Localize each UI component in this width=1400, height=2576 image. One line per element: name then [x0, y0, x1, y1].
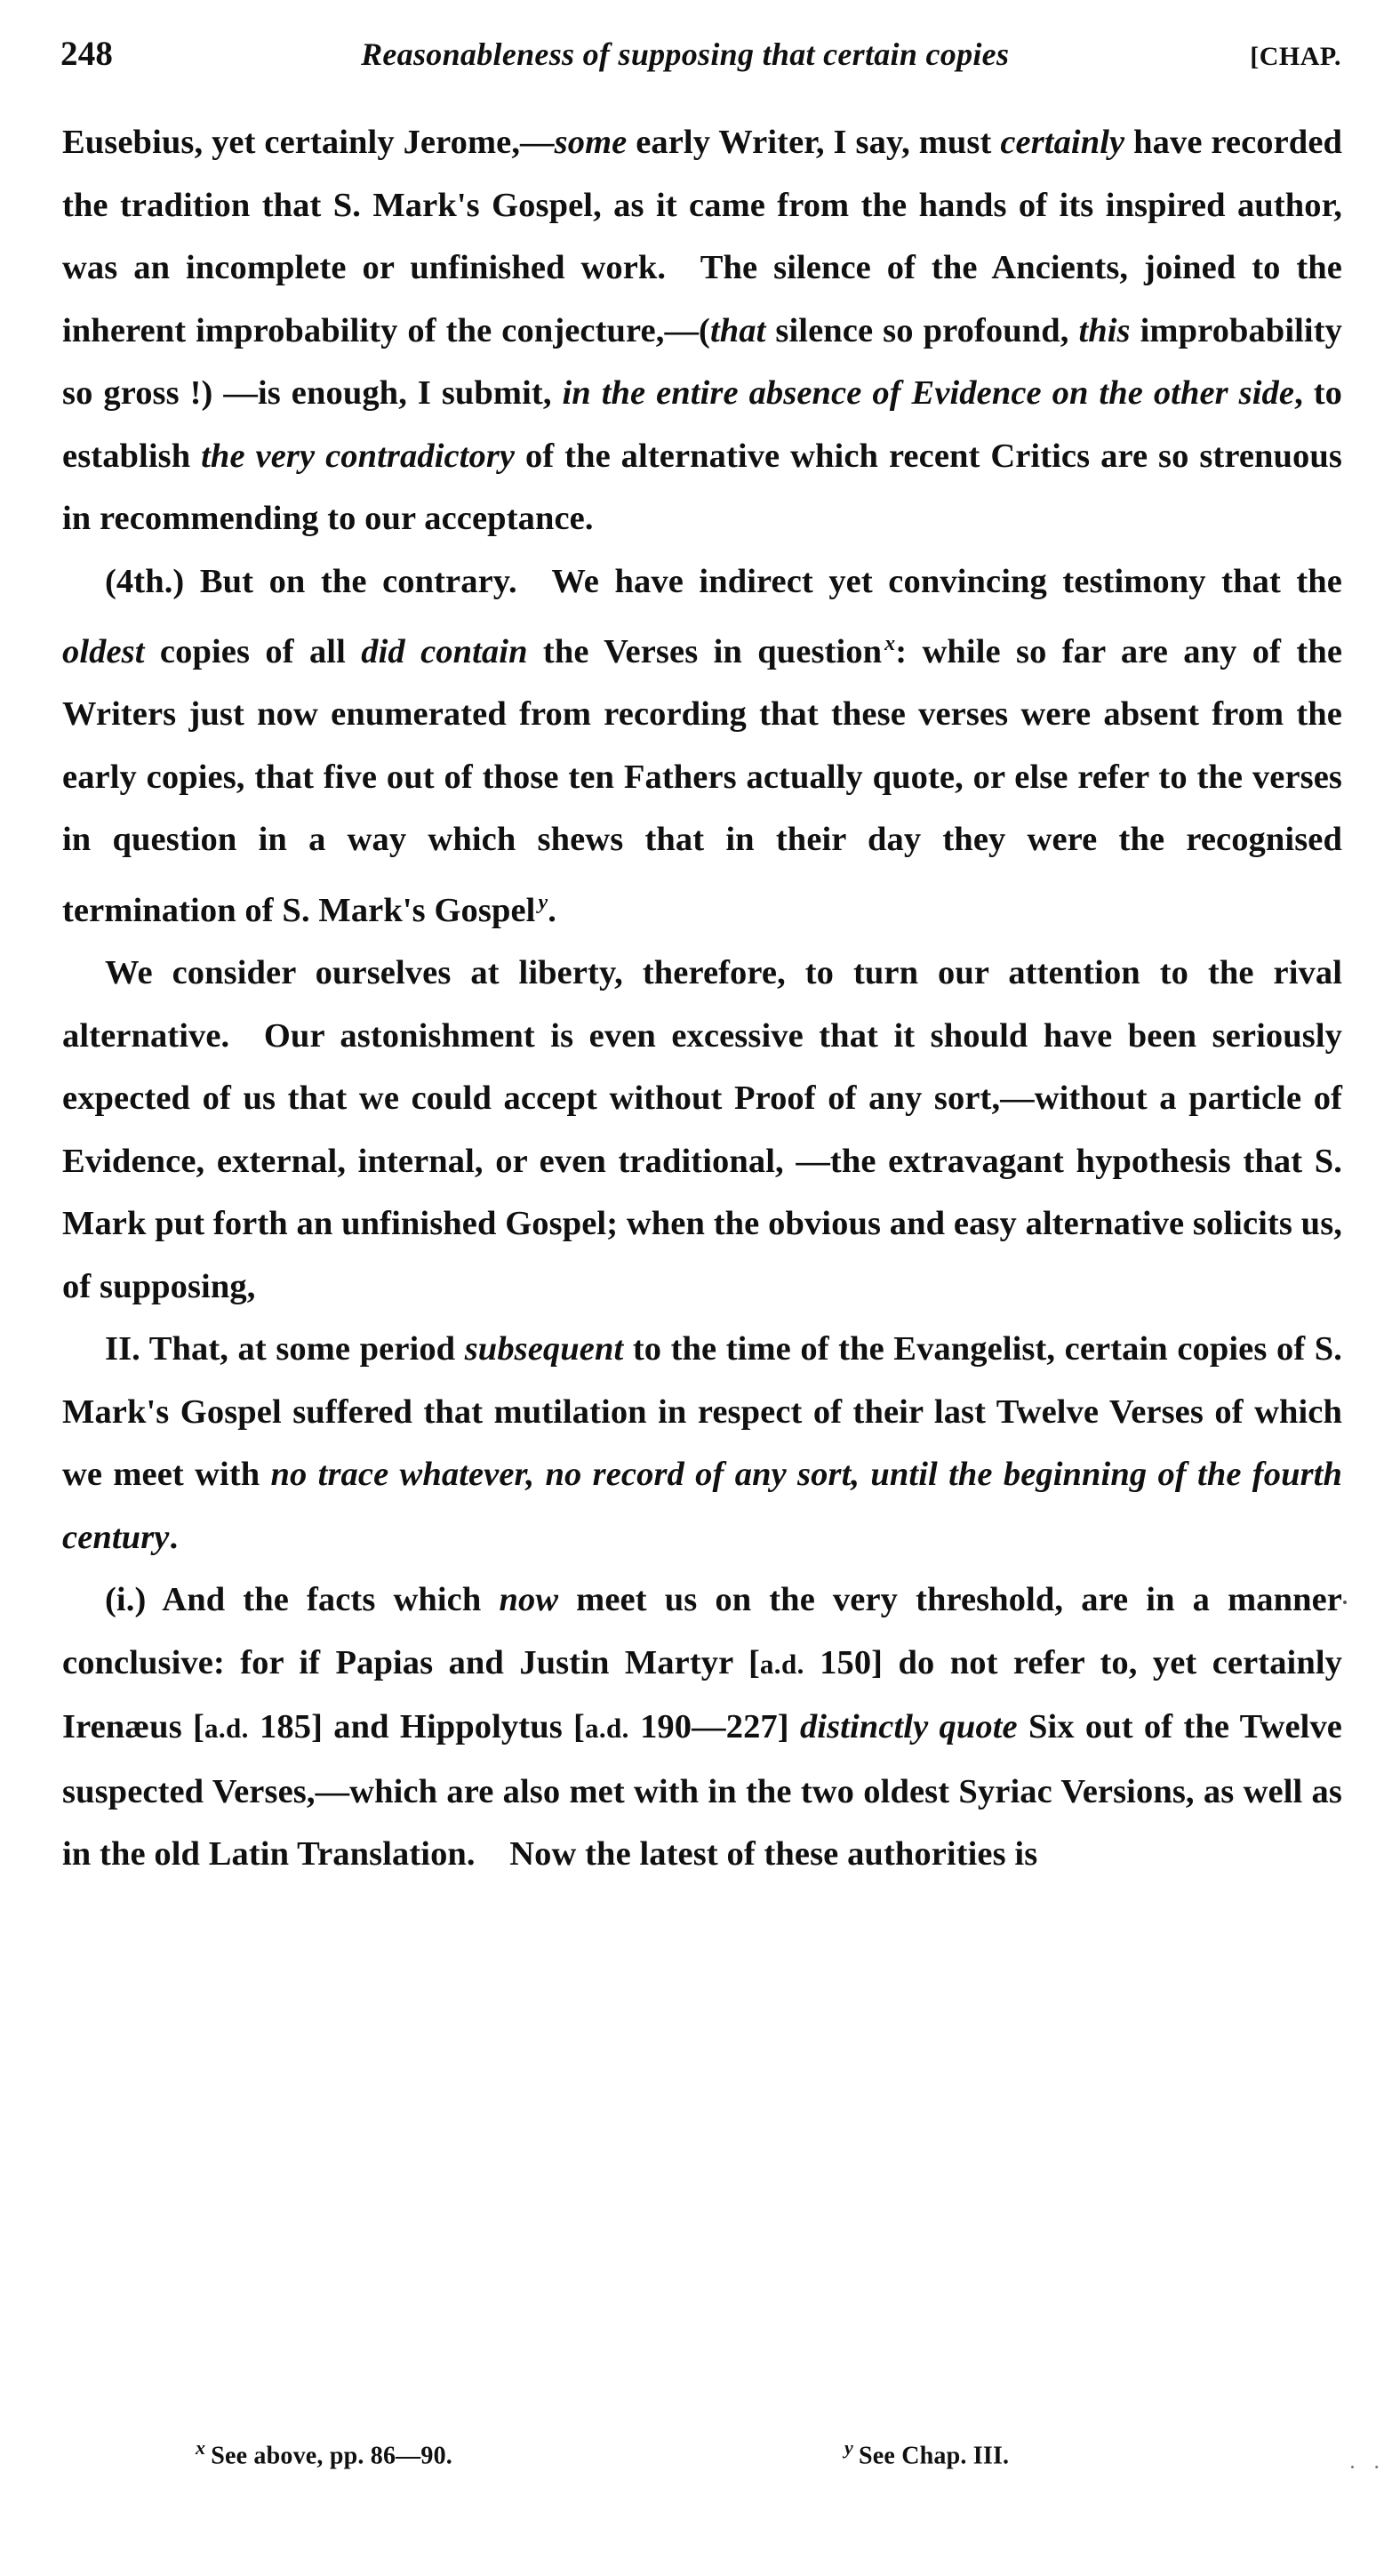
page-body — [62, 111, 1342, 1886]
text-run: Eusebius, yet certainly Jerome,— — [62, 124, 555, 161]
text-run: (i.) And the facts which — [105, 1581, 500, 1619]
italic-run: in the entire absence of Evidence on the other side — [562, 374, 1295, 412]
paragraph-2 — [62, 550, 1342, 943]
footnote-x — [62, 2436, 693, 2470]
text-run: . — [548, 891, 556, 929]
text-run: 150] do not refer to, yet certainly Irenæus [ — [62, 1643, 1343, 1746]
italic-run: this — [1078, 311, 1131, 349]
italic-run: oldest — [62, 632, 145, 670]
text-run: II. That, at some period — [105, 1330, 465, 1368]
italic-run: the very contradictory — [201, 437, 516, 475]
text-run: , to establish — [62, 374, 1343, 475]
text-run: Six out of the Twelve suspected Verses,—which are also met with in the two oldest Syriac Versions, as well as in the old Latin Translation. Now the latest of these authorities is — [62, 1708, 1342, 1874]
paragraph-3 — [62, 942, 1342, 1318]
text-run: meet us on the very threshold, are in a manner conclusive: for if Papias and Justin Martyr [ — [62, 1581, 1342, 1681]
paragraph-5 — [62, 1569, 1342, 1886]
italic-run: no trace whatever, no record of any sort, until the beginning of the fourth century — [62, 1456, 1342, 1556]
italic-run: distinctly quote — [799, 1708, 1018, 1746]
italic-run: some — [554, 124, 628, 161]
text-run: : while so far are any of the Writers just now enumerated from recording that these verses were absent from the early copies, that five out of those ten Fathers actually quote, or else refer to the verses in question in a way which shews that in their day they were the recognised termination of S. Mark's Gospel — [62, 632, 1343, 929]
paragraph-4 — [62, 1318, 1342, 1569]
text-run: early Writer, I say, must — [627, 124, 1001, 161]
page-header — [60, 34, 1341, 74]
text-run: We consider ourselves at liberty, therefore, to turn our attention to the rival alternative. Our astonishment is even excessive that it should have been seriously expected of us that we could accept without Proof of any sort,—without a particle of Evidence, external, internal, or even traditional, —the extravagant hypothesis that S. Mark put forth an unfinished Gospel; when the obvious and easy alternative solicits us, of supposing, — [62, 954, 1342, 1305]
footnote-ref-y[interactable]: y — [538, 890, 548, 914]
text-run: improbability so gross !) —is enough, I submit, — [62, 311, 1342, 412]
text-run: copies of all — [144, 632, 362, 670]
small-caps-ad: a.d. — [584, 1713, 629, 1745]
small-caps-ad: a.d. — [759, 1648, 804, 1680]
text-run: the Verses in question — [527, 632, 883, 670]
page-number: 248 — [60, 35, 114, 73]
footnote-text: See above, pp. 86—90. — [211, 2442, 452, 2470]
italic-run: now — [499, 1581, 559, 1619]
italic-run: that — [709, 311, 766, 349]
italic-run: subsequent — [464, 1330, 624, 1368]
footnote-text: See Chap. III. — [858, 2442, 1010, 2470]
text-run: 185] and Hippolytus [ — [248, 1708, 585, 1746]
footnote-marker: y — [844, 2436, 853, 2459]
paragraph-1 — [62, 111, 1342, 550]
italic-run: certainly — [1000, 124, 1125, 161]
text-run: . — [169, 1518, 179, 1556]
text-run: to the time of the Evangelist, certain copies of S. Mark's Gospel suffered that mutilation in respect of their last Twelve Verses of which we meet with — [62, 1330, 1343, 1494]
page-speck — [1343, 1601, 1347, 1604]
footnote-marker: x — [196, 2436, 206, 2459]
page-edge-marks: · · — [1348, 2454, 1386, 2480]
chapter-label: [CHAP. — [1250, 42, 1341, 71]
text-run: 190—227] — [628, 1708, 800, 1746]
text-run: (4th.) But on the contrary. We have indirect yet convincing testimony that the — [105, 562, 1342, 600]
small-caps-ad: a.d. — [204, 1713, 249, 1745]
text-run: of the alternative which recent Critics are so strenuous in recommending to our acceptance. — [62, 437, 1343, 537]
text-run: silence so profound, — [765, 311, 1079, 349]
italic-run: did contain — [361, 632, 528, 670]
footnote-area — [62, 2436, 1342, 2470]
running-title: Reasonableness of supposing that certain copies — [361, 36, 1010, 72]
text-run: have recorded the tradition that S. Mark's Gospel, as it came from the hands of its inspired author, was an incomplete or unfinished work. The silence of the Ancients, joined to the inherent improbability of the conjecture,—( — [62, 124, 1343, 349]
footnote-y — [693, 2436, 1342, 2470]
footnote-ref-x[interactable]: x — [884, 632, 896, 655]
